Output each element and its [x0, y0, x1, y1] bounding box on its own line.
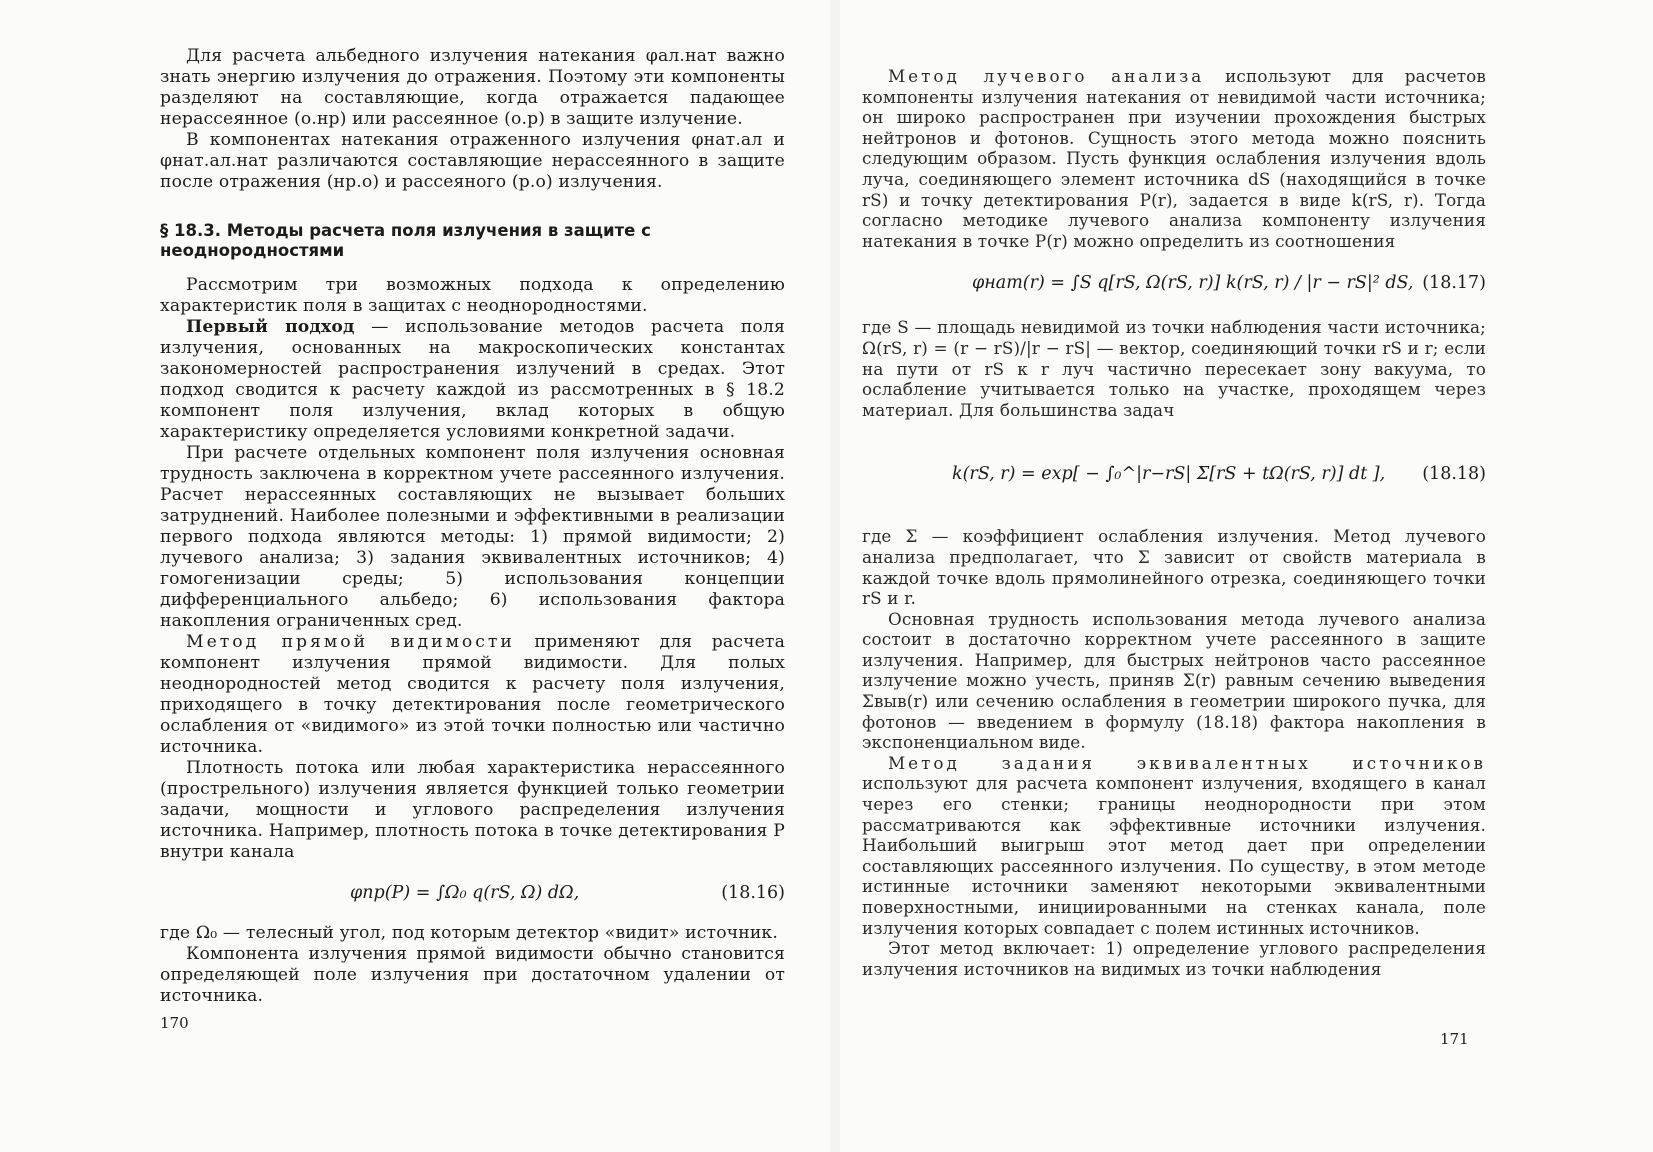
paragraph-albedo: Для расчета альбедного излучения натекания φал.нат важно знать энергию излучения до отражения. Поэтому эти компоненты разделяют на составляющие, когда отражается падающее нерассеянное (о.нр) или рассеянное (о.р) в защите излучение.	[160, 46, 785, 129]
page-gutter	[830, 0, 840, 1152]
term-first-approach: Первый подход	[186, 317, 355, 337]
right-page	[840, 0, 1653, 1152]
ray-analysis-text: используют для расчетов компоненты излучения натекания от невидимой части источника; он широко распространен при изучении прохождения быстрых нейтронов и фотонов. Сущность этого метода можно пояснить следующим образом. Пусть функция ослабления излучения вдоль луча, соединяющего элемент источника dS (находящийся в точке rS) и точку детектирования P(r), задается в виде k(rS, r). Тогда согласно методике лучевого анализа компоненту излучения натекания в точке P(r) можно определить из соотношения	[862, 66, 1486, 251]
formula-18-17-expression: φнат(r) = ∫S q[rS, Ω(rS, r)] k(rS, r) / |r − rS|² dS,	[972, 273, 1414, 294]
paragraph-direct-component: Компонента излучения прямой видимости обычно становится определяющей поле излучения при достаточном удалении от источника.	[160, 944, 785, 1006]
paragraph-method-includes: Этот метод включает: 1) определение углового распределения излучения источников на видимых из точки наблюдения	[862, 938, 1486, 979]
left-text-column	[160, 46, 785, 1007]
formula-18-16-expression: φпр(P) = ∫Ω₀ q(rS, Ω) dΩ,	[350, 883, 580, 903]
formula-18-18	[862, 424, 1486, 524]
term-ray-analysis: Метод лучевого анализа	[888, 66, 1205, 86]
page-number-right: 171	[1440, 1030, 1469, 1048]
formula-18-18-number: (18.18)	[1422, 464, 1486, 485]
paragraph-after-18-16: где Ω₀ — телесный угол, под которым детектор «видит» источник.	[160, 923, 778, 943]
paragraph-first-approach	[160, 317, 785, 443]
paragraph-flux-density: Плотность потока или любая характеристика нерассеянного (прострельного) излучения является функцией только геометрии задачи, мощности и углового распределения излучения источника. Например, плотность потока в точке детектирования P внутри канала	[160, 758, 785, 862]
term-direct-visibility: Метод прямой видимости	[186, 632, 515, 652]
paragraph-equivalent-sources	[862, 753, 1486, 938]
paragraph-intro: Рассмотрим три возможных подхода к определению характеристик поля в защитах с неоднородностями.	[160, 275, 785, 316]
paragraph-direct-visibility	[160, 632, 785, 758]
section-heading: § 18.3. Методы расчета поля излучения в защите с неоднородностями	[160, 221, 651, 260]
direct-visibility-text: применяют для расчета компонент излучения прямой видимости. Для полых неоднородностей метод сводится к расчету поля излучения, приходящего в точку детектирования после геометрического ослабления от «видимого» из этой точки полностью или частично источника.	[160, 632, 785, 757]
formula-18-17	[862, 255, 1486, 315]
formula-18-18-expression: k(rS, r) = exp[ − ∫₀^|r−rS| Σ[rS + tΩ(rS, r)] dt ],	[952, 464, 1386, 485]
formula-18-16-number: (18.16)	[721, 883, 785, 903]
equivalent-sources-text: используют для расчета компонент излучения, входящего в канал через его стенки; границы неоднородности при этом рассматриваются как эффективные источники излучения. Наибольший выигрыш этот метод дает при определении составляющих рассеянного излучения. По существу, в этом методе истинные источники заменяют некоторыми эквивалентными поверхностными, инициированными на стенках канала, поле излучения которых совпадает с полем истинных источников.	[862, 773, 1486, 938]
formula-18-17-number: (18.17)	[1422, 273, 1486, 294]
right-text-column	[862, 66, 1486, 979]
paragraph-after-18-17: где S — площадь невидимой из точки наблюдения части источника; Ω(rS, r) = (r − rS)/|r − rS| — вектор, соединяющий точки rS и r; если на пути от rS к r луч частично пересекает зону вакуума, то ослабление учитывается только на участке, проходящем через материал. Для большинства задач	[862, 317, 1486, 420]
term-equivalent-sources: Метод задания эквивалентных источников	[888, 752, 1486, 773]
page-number-left: 170	[160, 1014, 189, 1032]
paragraph-after-18-18: где Σ — коэффициент ослабления излучения. Метод лучевого анализа предполагает, что Σ зависит от свойств материала в каждой точке вдоль прямолинейного отрезка, соединяющего точки rS и r.	[862, 526, 1486, 609]
formula-18-16	[160, 867, 785, 921]
paragraph-components: При расчете отдельных компонент поля излучения основная трудность заключена в корректном учете рассеянного излучения. Расчет нерассеянных составляющих не вызывает больших затруднений. Наиболее полезными и эффективными в реализации первого подхода являются методы: 1) прямой видимости; 2) лучевого анализа; 3) задания эквивалентных источников; 4) гомогенизации среды; 5) использования концепции дифференциального альбедо; 6) использования фактора накопления ограниченных сред.	[160, 443, 785, 631]
paragraph-ray-analysis	[862, 66, 1486, 251]
paragraph-main-difficulty: Основная трудность использования метода лучевого анализа состоит в достаточно корректном учете рассеянного в защите излучения. Например, для быстрых нейтронов часто рассеянное излучение можно учесть, приняв Σ(r) равным сечению выведения Σвыв(r) или сечению ослабления в геометрии широкого пучка, для фотонов — введением в формулу (18.18) фактора накопления в экспоненциальном виде.	[862, 608, 1486, 753]
paragraph-reflected: В компонентах натекания отраженного излучения φнат.ал и φнат.ал.нат различаются составляющие нерассеянного в защите после отражения (нр.о) и рассеяного (р.о) излучения.	[160, 130, 785, 192]
first-approach-text: — использование методов расчета поля излучения, основанных на макроскопических константах закономерностей распространения излучений в средах. Этот подход сводится к расчету каждой из рассмотренных в § 18.2 компонент поля излучения, вклад которых в общую характеристику определяется условиями конкретной задачи.	[160, 317, 785, 442]
